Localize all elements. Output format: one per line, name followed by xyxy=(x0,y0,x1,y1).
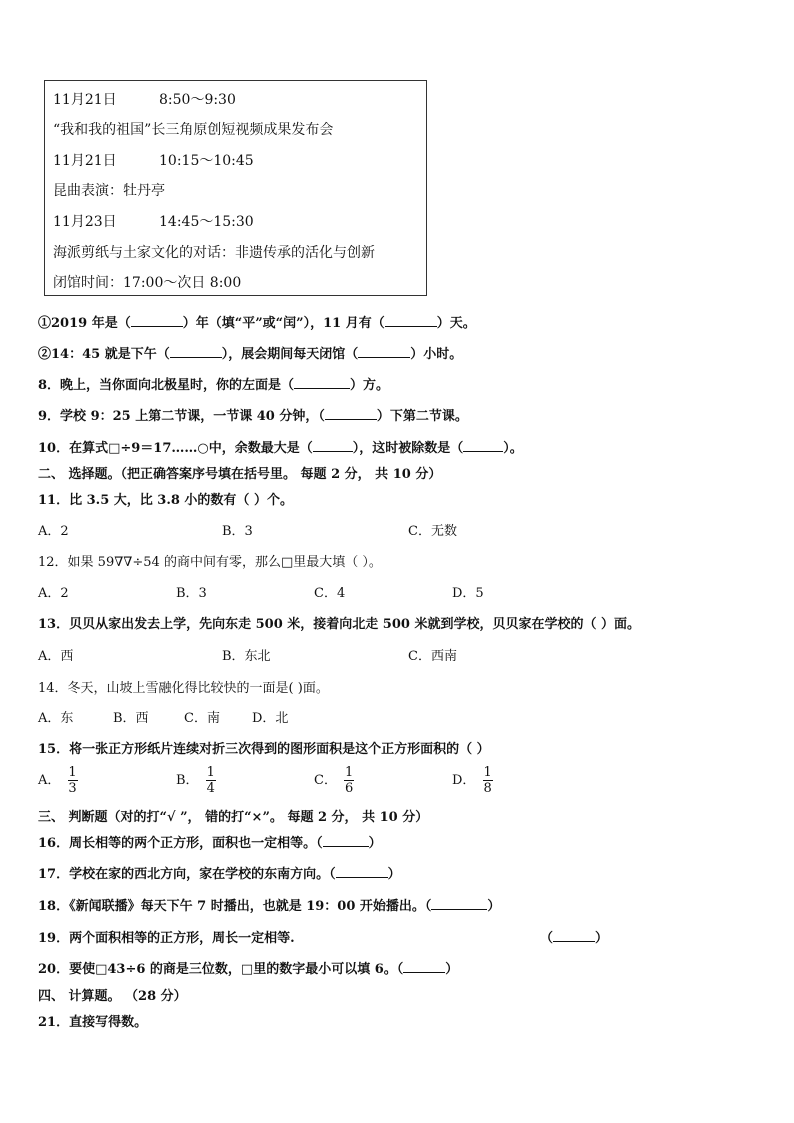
fraction: $\frac{1}{3}$ xyxy=(68,765,77,796)
option-d[interactable]: D． $\frac{1}{8}$ xyxy=(452,765,492,796)
question-12: 12．如果 59∇∇÷54 的商中间有零，那么□里最大填（ ）。 xyxy=(38,555,382,570)
option-b[interactable]: B． $\frac{1}{4}$ xyxy=(176,765,215,796)
question-10: 10．在算式□÷9＝17……○中，余数最大是（ ），这时被除数是（ ）。 xyxy=(38,441,523,456)
question-2: ②14：45 就是下午（ ），展会期间每天闭馆（ ）小时。 xyxy=(38,347,463,362)
question-21: 21．直接写得数。 xyxy=(38,1015,148,1030)
option-b[interactable]: B．西 xyxy=(113,711,149,726)
schedule-event-3: 海派剪纸与土家文化的对话：非遗传承的活化与创新 xyxy=(53,245,375,261)
option-a[interactable]: A． $\frac{1}{3}$ xyxy=(38,765,77,796)
answer-blank[interactable] xyxy=(336,865,388,878)
schedule-box xyxy=(44,80,427,296)
option-a[interactable]: A．东 xyxy=(38,711,74,726)
question-19: 19．两个面积相等的正方形，周长一定相等. xyxy=(38,931,295,946)
schedule-row-1 xyxy=(53,89,236,109)
answer-blank[interactable] xyxy=(431,897,487,910)
answer-blank[interactable] xyxy=(294,376,350,389)
question-11: 11．比 3.5 大，比 3.8 小的数有（ ）个。 xyxy=(38,493,293,508)
option-b[interactable]: B．3 xyxy=(176,586,207,601)
schedule-time: 10:15～10:45 xyxy=(159,153,254,169)
schedule-time: 8:50～9:30 xyxy=(159,92,236,108)
question-15: 15．将一张正方形纸片连续对折三次得到的图形面积是这个正方形面积的（ ） xyxy=(38,742,490,757)
option-a[interactable]: A．2 xyxy=(38,586,69,601)
option-a[interactable]: A．2 xyxy=(38,524,69,539)
question-18: 18．《新闻联播》每天下午 7 时播出，也就是 19：00 开始播出。（ ） xyxy=(38,899,501,914)
schedule-row-2 xyxy=(53,150,254,170)
question-20: 20．要使□43÷6 的商是三位数，□里的数字最小可以填 6。（ ） xyxy=(38,962,459,977)
answer-blank[interactable] xyxy=(553,929,595,942)
fraction: $\frac{1}{8}$ xyxy=(483,765,492,796)
option-b[interactable]: B．东北 xyxy=(222,649,271,664)
schedule-closing: 闭馆时间：17:00～次日 8:00 xyxy=(53,275,242,291)
option-b[interactable]: B．3 xyxy=(222,524,253,539)
answer-blank[interactable] xyxy=(403,960,445,973)
question-14: 14．冬天，山坡上雪融化得比较快的一面是( )面。 xyxy=(38,681,329,696)
answer-blank[interactable] xyxy=(463,439,503,452)
option-c[interactable]: C．南 xyxy=(184,711,220,726)
schedule-date: 11月21日 xyxy=(53,92,117,108)
answer-blank[interactable] xyxy=(323,834,369,847)
question-19-answer: （ ） xyxy=(540,931,609,946)
question-8: 8．晚上，当你面向北极星时，你的左面是（ ）方。 xyxy=(38,378,390,393)
option-c[interactable]: C． $\frac{1}{6}$ xyxy=(314,765,354,796)
question-16: 16．周长相等的两个正方形，面积也一定相等。（ ） xyxy=(38,836,382,851)
section-3-heading: 三、 判断题（对的打“√ ”， 错的打“×”。 每题 2 分， 共 10 分） xyxy=(38,810,429,825)
answer-blank[interactable] xyxy=(313,439,353,452)
option-a[interactable]: A．西 xyxy=(38,649,74,664)
schedule-event-1: “我和我的祖国”长三角原创短视频成果发布会 xyxy=(53,122,334,138)
answer-blank[interactable] xyxy=(385,314,437,327)
section-2-heading: 二、 选择题。（把正确答案序号填在括号里。 每题 2 分， 共 10 分） xyxy=(38,467,442,482)
answer-blank[interactable] xyxy=(170,345,222,358)
option-d[interactable]: D．5 xyxy=(452,586,484,601)
schedule-row-3 xyxy=(53,211,254,231)
fraction: $\frac{1}{4}$ xyxy=(206,765,215,796)
option-c[interactable]: C．4 xyxy=(314,586,346,601)
answer-blank[interactable] xyxy=(325,407,377,420)
question-13: 13．贝贝从家出发去上学，先向东走 500 米，接着向北走 500 米就到学校，贝贝家在学校的（ ）面。 xyxy=(38,617,640,632)
question-17: 17．学校在家的西北方向，家在学校的东南方向。（ ） xyxy=(38,867,401,882)
answer-blank[interactable] xyxy=(358,345,410,358)
question-1: ①2019 年是（ ）年（填“平”或“闰”），11 月有（ ）天。 xyxy=(38,316,476,331)
schedule-event-2: 昆曲表演：牡丹亭 xyxy=(53,183,165,199)
fraction: $\frac{1}{6}$ xyxy=(344,765,354,796)
schedule-date: 11月21日 xyxy=(53,153,117,169)
schedule-time: 14:45～15:30 xyxy=(159,214,254,230)
option-c[interactable]: C．无数 xyxy=(408,524,457,539)
option-d[interactable]: D．北 xyxy=(252,711,289,726)
answer-blank[interactable] xyxy=(131,314,183,327)
section-4-heading: 四、 计算题。 （28 分） xyxy=(38,989,187,1004)
question-9: 9．学校 9：25 上第二节课，一节课 40 分钟，（ ）下第二节课。 xyxy=(38,409,468,424)
option-c[interactable]: C．西南 xyxy=(408,649,457,664)
schedule-date: 11月23日 xyxy=(53,214,117,230)
